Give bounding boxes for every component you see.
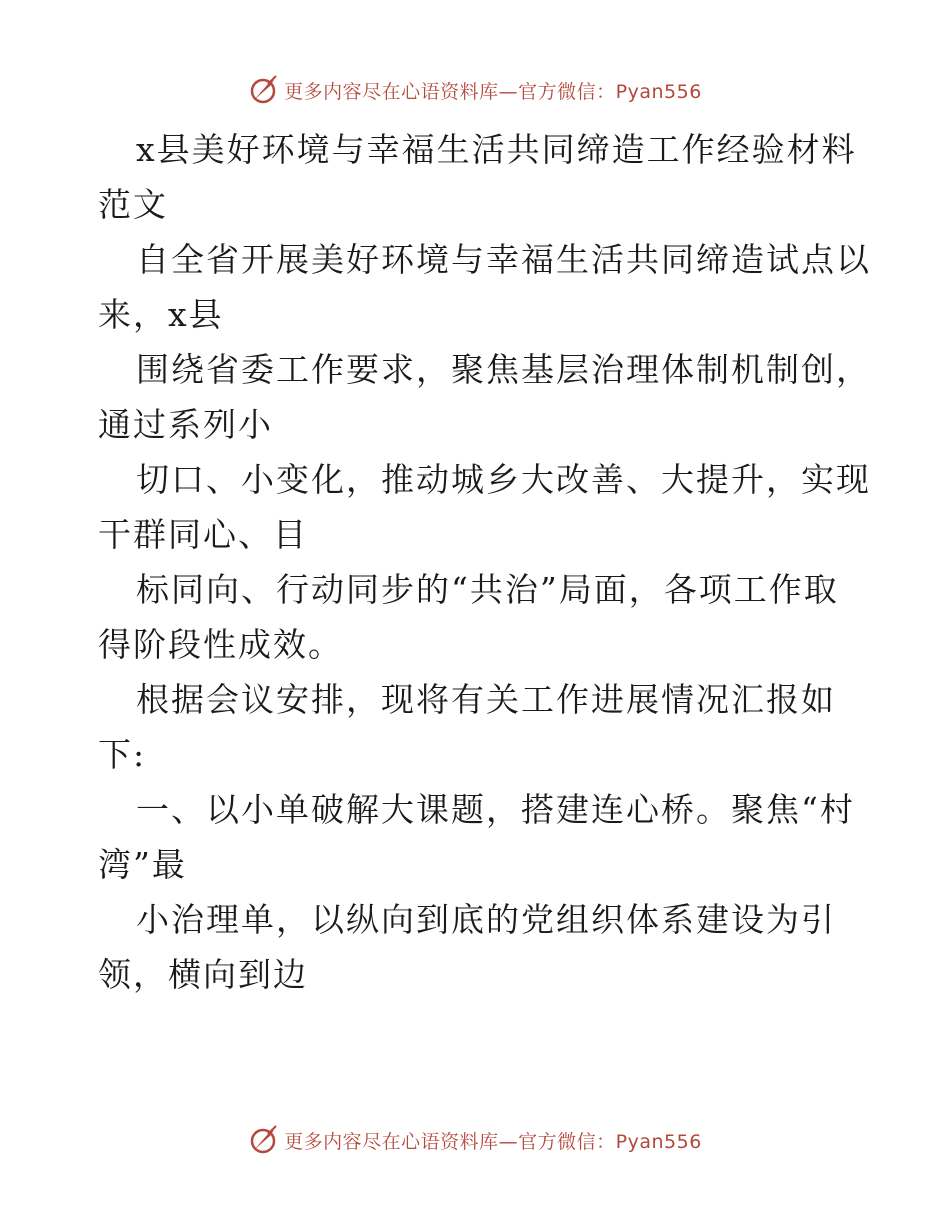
- section-heading-line: 湾”最: [98, 845, 187, 884]
- paragraph-line: 干群同心、目: [98, 515, 308, 554]
- header-watermark-text: 更多内容尽在心语资料库—官方微信：Pyan556: [284, 80, 702, 103]
- paragraph-line: 小治理单，以纵向到底的党组织体系建设为引: [136, 900, 836, 939]
- paragraph-line: 通过系列小: [98, 405, 273, 444]
- paragraph-line: 来，x县: [98, 295, 224, 334]
- paragraph-line: 下:: [98, 735, 147, 774]
- document-body: [98, 122, 871, 1002]
- title-line-1: x县美好环境与幸福生活共同缔造工作经验材料: [136, 130, 857, 169]
- paragraph-line: 领，横向到边: [98, 955, 308, 994]
- paragraph-line: 自全省开展美好环境与幸福生活共同缔造试点以: [136, 240, 871, 279]
- paragraph-line: 标同向、行动同步的“共治”局面，各项工作取: [136, 570, 839, 609]
- footer-watermark-text: 更多内容尽在心语资料库—官方微信：Pyan556: [284, 1130, 702, 1153]
- title-line-2: 范文: [98, 185, 168, 224]
- section-heading-line: 一、以小单破解大课题，搭建连心桥。聚焦“村: [136, 790, 855, 829]
- header-watermark: [0, 70, 950, 110]
- quill-seal-icon: [248, 74, 280, 106]
- paragraph-line: 根据会议安排，现将有关工作进展情况汇报如: [136, 680, 836, 719]
- paragraph-line: 得阶段性成效。: [98, 625, 343, 664]
- footer-watermark: [0, 1120, 950, 1160]
- paragraph-line: 切口、小变化，推动城乡大改善、大提升，实现: [136, 460, 871, 499]
- quill-seal-icon: [248, 1124, 280, 1156]
- paragraph-line: 围绕省委工作要求，聚焦基层治理体制机制创，: [136, 350, 871, 389]
